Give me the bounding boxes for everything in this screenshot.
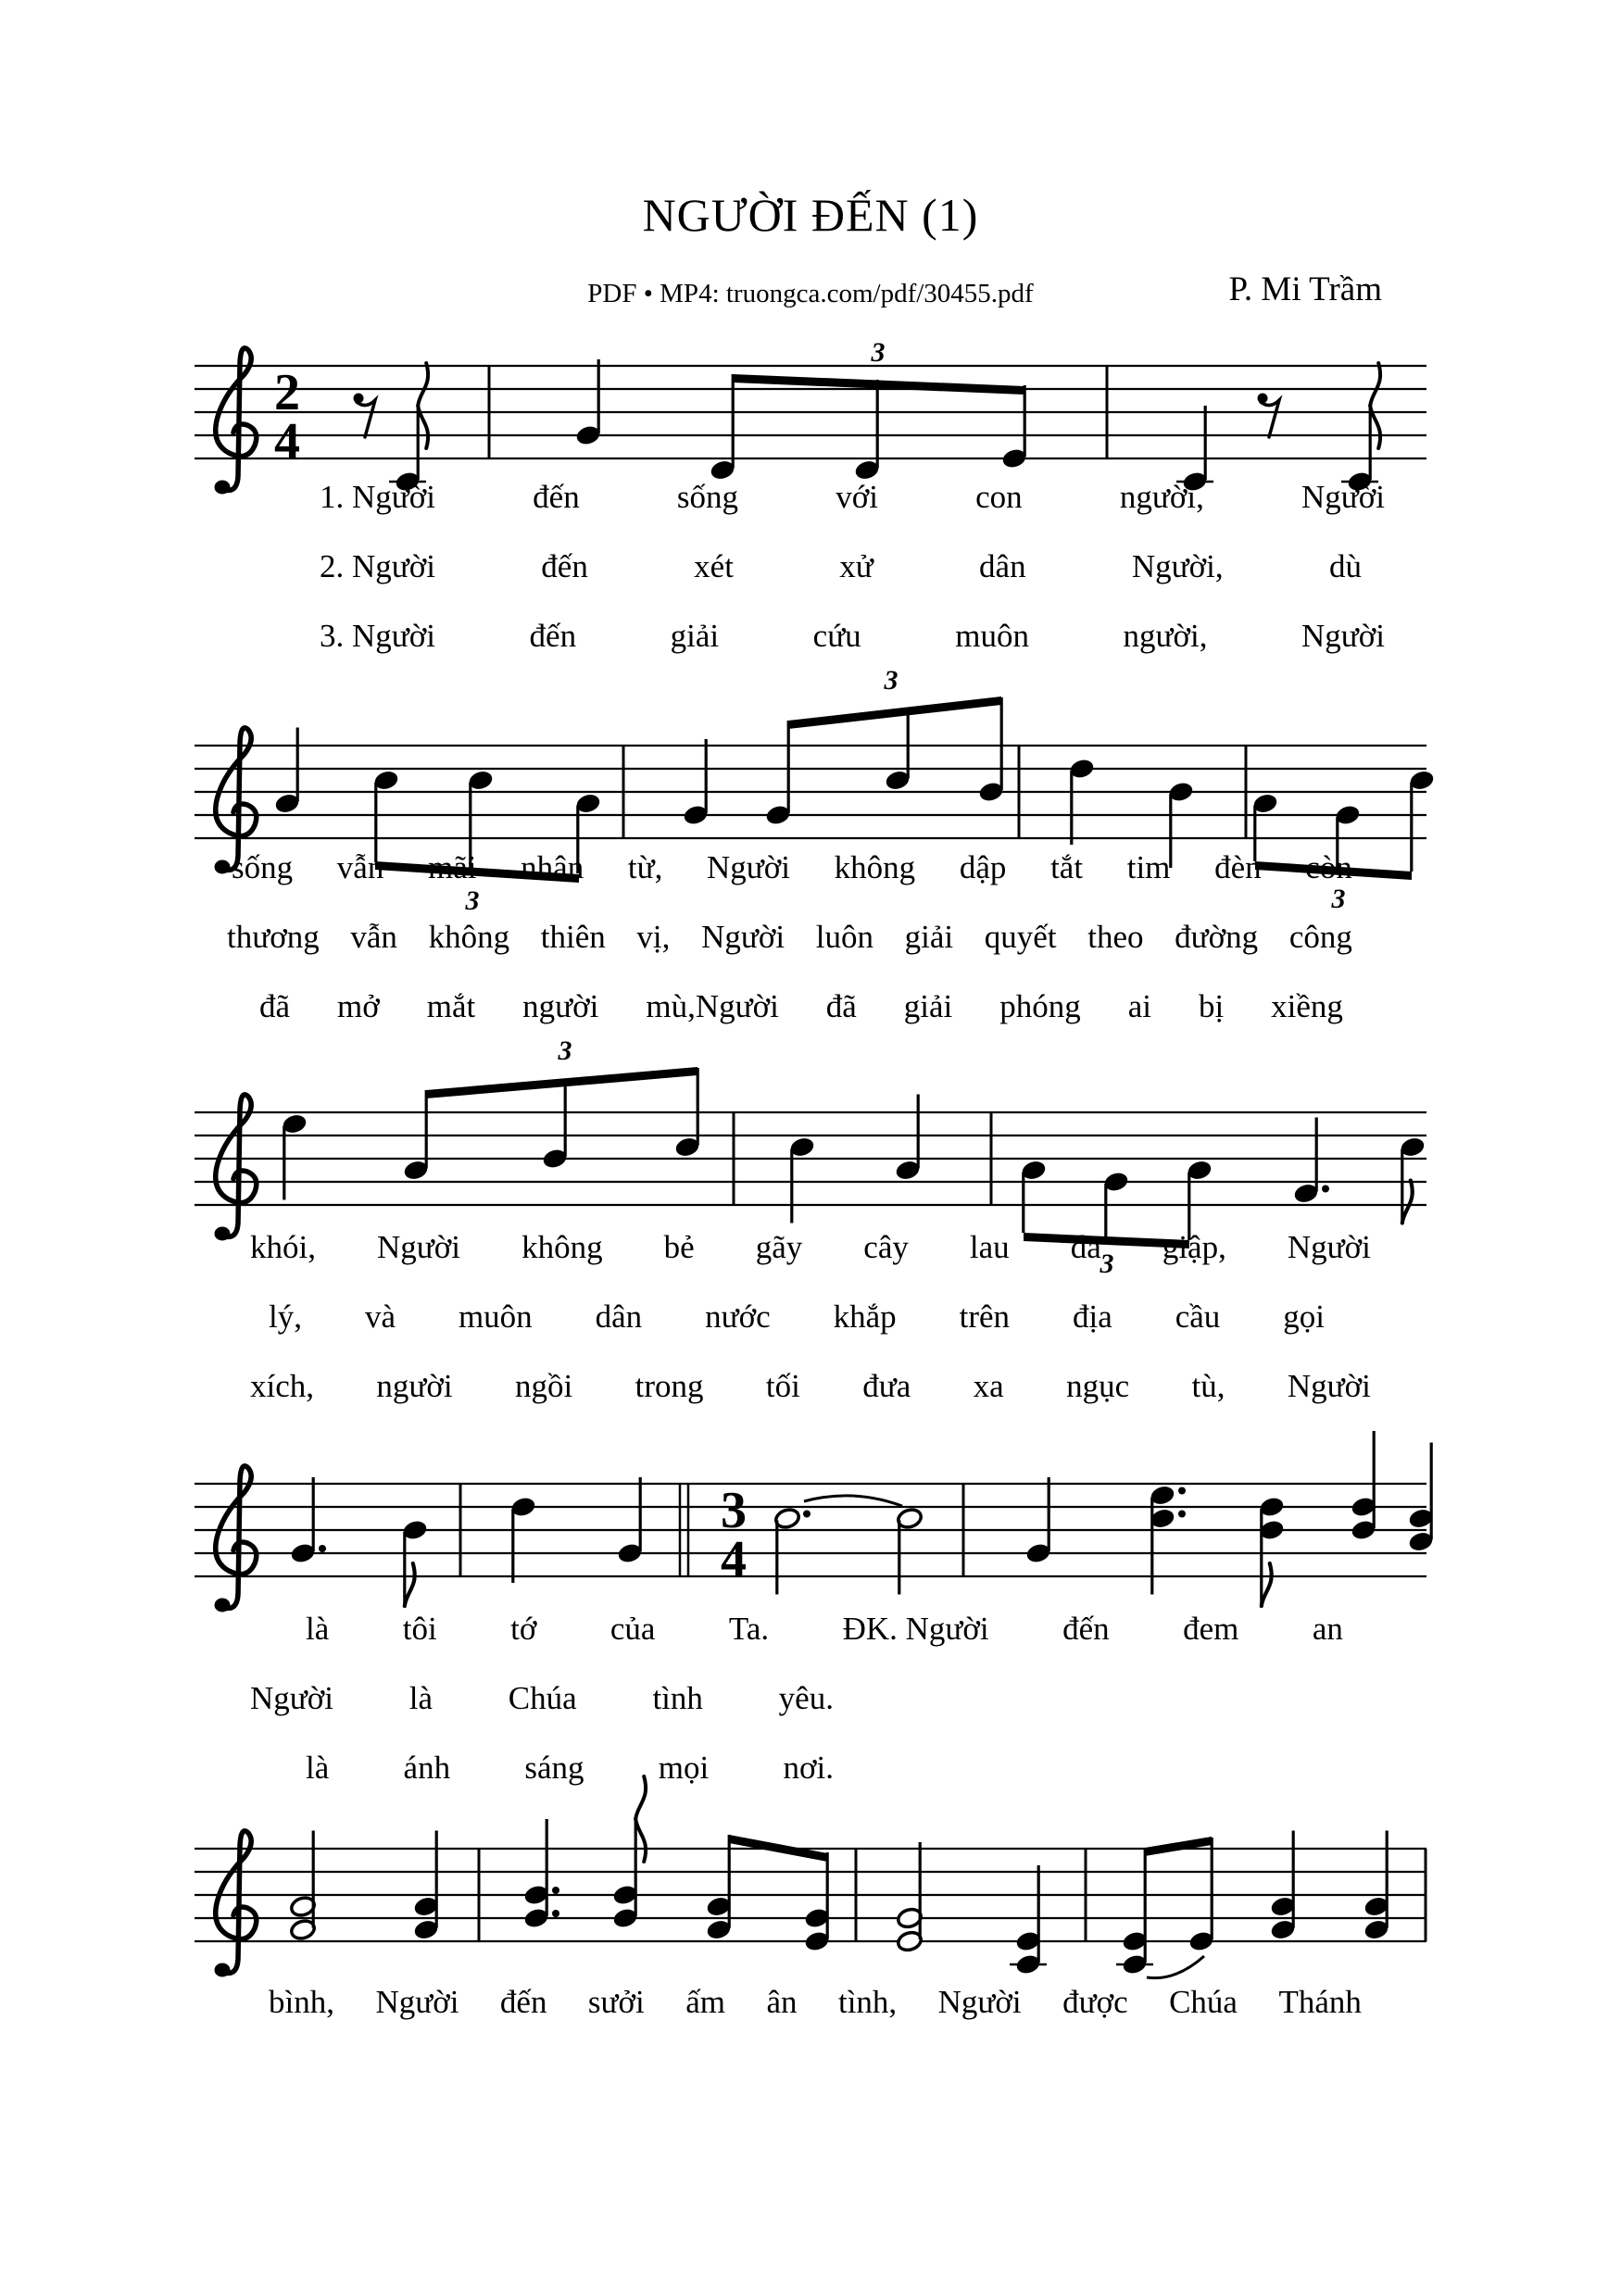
- lyric-word: vẫn: [350, 919, 397, 955]
- lyric-line-11: [250, 1678, 834, 1719]
- lyric-word: gãy: [755, 1229, 803, 1265]
- lyric-word: tù,: [1191, 1368, 1225, 1404]
- staff-system-1: [195, 296, 1440, 565]
- lyric-word: tôi: [402, 1611, 437, 1647]
- lyric-word: ánh: [403, 1750, 451, 1786]
- lyric-word: muôn: [458, 1299, 533, 1335]
- lyric-word: 3. Người: [320, 618, 435, 654]
- lyric-word: đến: [499, 1984, 547, 2020]
- lyric-word: không: [834, 849, 916, 885]
- lyric-word: sáng: [524, 1750, 584, 1786]
- lyric-word: tim: [1126, 849, 1171, 885]
- lyric-word: ĐK. Người: [842, 1611, 989, 1647]
- lyric-word: không: [521, 1229, 603, 1265]
- lyric-word: Người: [1301, 479, 1385, 515]
- lyric-line-2: [320, 546, 1362, 587]
- lyric-word: Người: [1287, 1368, 1371, 1404]
- lyric-word: con: [975, 479, 1023, 515]
- lyric-word: an: [1312, 1611, 1343, 1647]
- lyric-word: ai: [1127, 988, 1151, 1024]
- lyric-word: mắt: [426, 988, 476, 1024]
- lyric-line-6: [259, 986, 1343, 1027]
- lyric-word: không: [428, 919, 510, 955]
- lyric-word: địa: [1072, 1299, 1112, 1335]
- lyric-word: vị,: [636, 919, 671, 955]
- lyric-word: ấm: [685, 1984, 725, 2020]
- lyric-word: đưa: [862, 1368, 911, 1404]
- lyric-word: người: [376, 1368, 453, 1404]
- lyric-word: theo: [1087, 919, 1144, 955]
- lyric-word: quyết: [984, 919, 1057, 955]
- lyric-word: thiên: [540, 919, 606, 955]
- lyric-word: đến: [529, 618, 577, 654]
- lyric-line-13: [269, 1982, 1362, 2023]
- lyric-word: bị: [1198, 988, 1225, 1024]
- lyric-word: Thánh: [1278, 1984, 1362, 2020]
- lyric-word: công: [1288, 919, 1352, 955]
- lyric-word: và: [364, 1299, 396, 1335]
- lyric-word: giải: [903, 988, 953, 1024]
- lyric-word: Người,: [1131, 548, 1224, 584]
- lyric-word: tắt: [1050, 849, 1084, 885]
- lyric-word: khắp: [833, 1299, 897, 1335]
- lyric-line-4: [232, 847, 1352, 888]
- lyric-word: sống: [676, 479, 739, 515]
- lyric-word: của: [609, 1611, 656, 1647]
- lyric-word: đến: [1062, 1611, 1110, 1647]
- staff-system-3: [195, 1035, 1440, 1311]
- lyric-word: ân: [766, 1984, 798, 2020]
- lyric-word: dân: [595, 1299, 643, 1335]
- lyric-word: ngồi: [515, 1368, 573, 1404]
- lyric-word: giải: [670, 618, 720, 654]
- lyric-word: luôn: [815, 919, 873, 955]
- composer-name: P. Mi Trầm: [1228, 270, 1382, 308]
- lyric-word: Người: [1287, 1229, 1371, 1265]
- lyric-word: tình: [652, 1680, 703, 1716]
- lyric-word: mù,Người: [646, 988, 779, 1024]
- svg-text:4: 4: [721, 1531, 747, 1588]
- lyric-word: người,: [1119, 479, 1204, 515]
- lyric-word: người,: [1123, 618, 1208, 654]
- staff-system-2: [195, 665, 1440, 945]
- lyric-word: dập: [959, 849, 1007, 885]
- lyric-word: cây: [863, 1229, 909, 1265]
- lyric-word: xích,: [250, 1368, 315, 1404]
- lyric-word: lau: [969, 1229, 1010, 1265]
- lyric-word: là: [306, 1750, 330, 1786]
- svg-text:4: 4: [274, 413, 300, 470]
- lyric-word: muôn: [955, 618, 1029, 654]
- lyric-word: tối: [765, 1368, 800, 1404]
- song-title: NGƯỜI ĐẾN (1): [642, 189, 979, 241]
- lyric-word: sống: [232, 849, 294, 885]
- lyric-word: Ta.: [728, 1611, 770, 1647]
- lyric-word: nước: [705, 1299, 771, 1335]
- lyric-word: Người: [377, 1229, 461, 1265]
- lyric-word: Người: [707, 849, 790, 885]
- lyric-word: gọi: [1283, 1299, 1325, 1335]
- lyric-word: tớ: [510, 1611, 537, 1647]
- lyric-line-12: [306, 1748, 834, 1788]
- lyric-word: được: [1062, 1984, 1128, 2020]
- lyric-word: người: [522, 988, 599, 1024]
- lyric-word: Chúa: [508, 1680, 577, 1716]
- lyric-word: mở: [337, 988, 380, 1024]
- lyric-word: là: [408, 1680, 434, 1716]
- lyric-word: 1. Người: [320, 479, 435, 515]
- source-link-text: PDF • MP4: truongca.com/pdf/30455.pdf: [587, 279, 1034, 308]
- lyric-word: cầu: [1175, 1299, 1221, 1335]
- svg-text:3: 3: [1100, 1248, 1114, 1279]
- lyric-word: xiềng: [1271, 988, 1343, 1024]
- lyric-word: 2. Người: [320, 548, 435, 584]
- lyric-word: đã: [259, 988, 291, 1024]
- lyric-word: tình,: [837, 1984, 898, 2020]
- lyric-word: đèn: [1214, 849, 1262, 885]
- lyric-word: nơi.: [783, 1750, 834, 1786]
- lyric-word: khói,: [250, 1229, 316, 1265]
- svg-text:3: 3: [558, 1035, 572, 1066]
- lyric-word: dân: [979, 548, 1026, 584]
- lyric-word: cứu: [812, 618, 861, 654]
- svg-text:3: 3: [465, 885, 480, 916]
- lyric-word: trong: [635, 1368, 704, 1404]
- lyric-word: xa: [973, 1368, 1004, 1404]
- lyric-word: mọi: [658, 1750, 710, 1786]
- lyric-word: xét: [694, 548, 734, 584]
- lyric-line-1: [320, 477, 1385, 518]
- lyric-word: còn: [1305, 849, 1352, 885]
- lyric-word: giập,: [1162, 1229, 1226, 1265]
- lyric-line-10: [306, 1609, 1343, 1650]
- lyric-word: đến: [533, 479, 580, 515]
- lyric-line-8: [269, 1297, 1325, 1337]
- lyric-word: xử: [839, 548, 873, 584]
- lyric-word: đã: [1070, 1229, 1101, 1265]
- svg-text:3: 3: [1331, 884, 1346, 914]
- lyric-word: ngục: [1066, 1368, 1130, 1404]
- lyric-word: đường: [1175, 919, 1259, 955]
- lyric-word: đến: [541, 548, 588, 584]
- lyric-word: lý,: [269, 1299, 302, 1335]
- lyric-word: thương: [227, 919, 320, 955]
- lyric-word: đã: [825, 988, 857, 1024]
- lyric-word: phóng: [999, 988, 1081, 1024]
- lyric-line-9: [250, 1366, 1371, 1407]
- lyric-word: giải: [904, 919, 954, 955]
- lyric-word: Người: [250, 1680, 333, 1716]
- lyric-word: với: [836, 479, 878, 515]
- lyric-word: mãi: [428, 849, 477, 885]
- svg-text:3: 3: [884, 665, 898, 696]
- svg-text:3: 3: [721, 1482, 747, 1539]
- lyric-line-7: [250, 1227, 1371, 1268]
- lyric-word: bẻ: [663, 1229, 695, 1265]
- lyric-line-3: [320, 616, 1385, 657]
- svg-text:3: 3: [871, 337, 886, 368]
- lyric-word: trên: [959, 1299, 1011, 1335]
- lyric-word: là: [306, 1611, 330, 1647]
- lyric-word: vẫn: [336, 849, 384, 885]
- lyric-word: dù: [1328, 548, 1362, 584]
- lyric-word: Người: [375, 1984, 459, 2020]
- lyric-word: nhân: [521, 849, 584, 885]
- lyric-word: Người: [701, 919, 785, 955]
- lyric-word: đem: [1183, 1611, 1239, 1647]
- lyric-word: sưởi: [587, 1984, 645, 2020]
- lyric-word: Người: [937, 1984, 1022, 2020]
- lyric-line-5: [227, 917, 1352, 958]
- lyric-word: yêu.: [778, 1680, 834, 1716]
- lyric-word: bình,: [269, 1984, 334, 2020]
- lyric-word: Người: [1301, 618, 1385, 654]
- lyric-word: từ,: [627, 849, 663, 885]
- lyric-word: Chúa: [1169, 1984, 1238, 2020]
- svg-text:2: 2: [274, 364, 300, 421]
